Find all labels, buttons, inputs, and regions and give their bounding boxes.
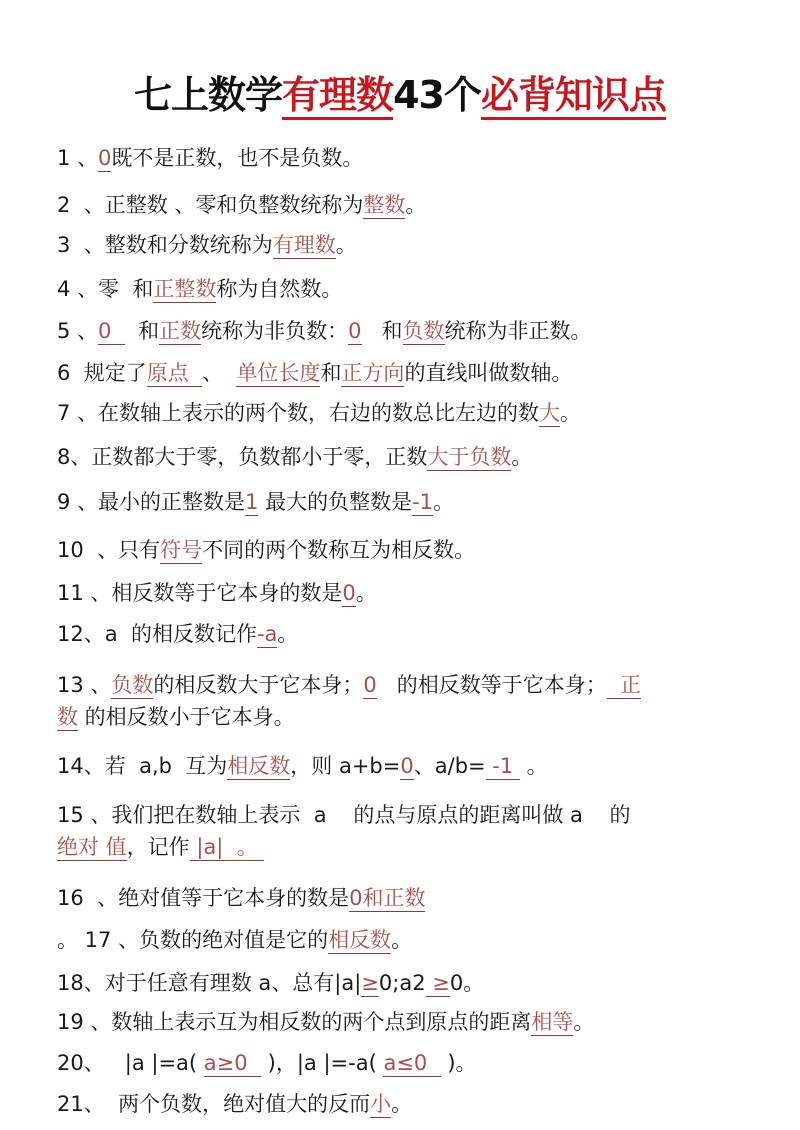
answer-blank: 0: [348, 319, 362, 343]
answer-blank: -1: [412, 490, 434, 514]
answer-blank: 负数: [402, 319, 445, 343]
list-item: [57, 488, 454, 516]
list-item: [57, 579, 377, 607]
list-item: [57, 399, 581, 427]
list-item: [57, 703, 295, 731]
answer-blank: 正数: [159, 319, 202, 343]
line-text: 0;a2: [378, 971, 426, 995]
line-text: 、a/b=: [413, 754, 486, 778]
line-text: 。: [277, 622, 299, 646]
line-text: 不同的两个数称互为相反数。: [202, 538, 476, 562]
answer-blank: 正方向: [341, 361, 405, 385]
line-text: 11 、相反数等于它本身的数是: [57, 581, 343, 605]
answer-blank: -1: [485, 754, 520, 778]
line-text: 的相反数大于它本身；: [153, 673, 364, 697]
line-text: 12、a 的相反数记作: [57, 622, 257, 646]
answer-blank: ≥: [361, 971, 379, 995]
line-text: 8、正数都大于零，负数都小于零，正数: [57, 445, 428, 469]
title-part-4: 必背知识点: [481, 73, 666, 120]
answer-blank: -a: [256, 622, 278, 646]
line-text: 14、若 a,b 互为: [57, 754, 228, 778]
answer-blank: 原点: [146, 361, 203, 385]
answer-blank: 相反数: [227, 754, 291, 778]
line-text: ，记作: [126, 835, 190, 859]
line-text: 的相反数小于它本身。: [78, 705, 295, 729]
list-item: [57, 671, 641, 699]
list-item: [57, 752, 548, 780]
answer-blank: a≥0: [203, 1051, 261, 1075]
line-text: 和: [320, 361, 342, 385]
answer-blank: 相等: [531, 1010, 574, 1034]
line-text: 。: [511, 445, 533, 469]
line-text: 4 、零 和: [57, 277, 154, 301]
line-text: 5 、: [57, 319, 99, 343]
list-item: [57, 969, 484, 997]
list-item: [57, 884, 425, 912]
title-part-1: 七上数学: [134, 73, 283, 117]
line-text: 6 规定了: [57, 361, 147, 385]
line-text: 的相反数等于它本身；: [376, 673, 607, 697]
line-text: 和: [124, 319, 160, 343]
line-text: 15 、我们把在数轴上表示 a 的点与原点的距离叫做 a 的: [57, 803, 631, 827]
line-text: 和: [361, 319, 403, 343]
list-item: [57, 231, 357, 259]
line-text: 的直线叫做数轴。: [404, 361, 573, 385]
line-text: 。: [560, 401, 582, 425]
answer-blank: 大于负数: [427, 445, 512, 469]
line-text: 称为自然数。: [216, 277, 343, 301]
line-text: 。: [335, 233, 357, 257]
line-text: 18、对于任意有理数 a、总有|a|: [57, 971, 362, 995]
list-item: [57, 801, 631, 829]
line-text: 7 、在数轴上表示的两个数，右边的数总比左边的数: [57, 401, 540, 425]
answer-blank: 0: [363, 673, 377, 697]
line-text: 3 、整数和分数统称为: [57, 233, 273, 257]
line-text: 。: [391, 1092, 413, 1116]
answer-blank: 有理数: [272, 233, 336, 257]
line-text: 21、 两个负数，绝对值大的反而: [57, 1092, 371, 1116]
line-text: 19 、数轴上表示互为相反数的两个点到原点的距离: [57, 1010, 532, 1034]
line-text: 。: [405, 193, 427, 217]
list-item: [57, 317, 592, 345]
answer-blank: 0: [98, 146, 112, 170]
list-item: [57, 359, 572, 387]
list-item: [57, 1049, 477, 1077]
list-item: [57, 926, 412, 954]
answer-blank: 绝对 值: [57, 835, 127, 859]
list-item: [57, 1090, 412, 1118]
line-text: 。: [573, 1010, 595, 1034]
answer-blank: 正: [606, 673, 642, 697]
line-text: )，|a |=-a(: [260, 1051, 384, 1075]
line-text: ，则 a+b=: [290, 754, 401, 778]
line-text: 。: [519, 754, 548, 778]
answer-blank: 0: [400, 754, 414, 778]
line-text: 16 、绝对值等于它本身的数是: [57, 886, 350, 910]
line-text: 9 、最小的正整数是: [57, 490, 246, 514]
line-text: 。: [355, 581, 377, 605]
list-item: [57, 443, 532, 471]
line-text: )。: [440, 1051, 477, 1075]
title-part-2: 有理数: [282, 73, 393, 120]
answer-blank: 单位长度: [236, 361, 321, 385]
list-item: [57, 833, 264, 861]
list-item: [57, 144, 363, 172]
answer-blank: ≥: [425, 971, 450, 995]
list-item: [57, 1008, 594, 1036]
list-item: [57, 536, 475, 564]
line-text: 、: [202, 361, 237, 385]
list-item: [57, 620, 298, 648]
line-text: 。: [391, 928, 413, 952]
answer-blank: |a| 。: [189, 835, 265, 859]
answer-blank: 小: [370, 1092, 392, 1116]
answer-blank: 相反数: [328, 928, 392, 952]
answer-blank: a≤0: [383, 1051, 441, 1075]
line-text: 最大的负整数是: [258, 490, 413, 514]
answer-blank: 正整数: [153, 277, 217, 301]
line-text: 统称为非正数。: [444, 319, 592, 343]
line-text: 13 、: [57, 673, 112, 697]
answer-blank: 大: [539, 401, 561, 425]
line-text: 既不是正数，也不是负数。: [111, 146, 364, 170]
line-text: 2 、正整数 、零和负整数统称为: [57, 193, 364, 217]
answer-blank: 1: [245, 490, 259, 514]
answer-blank: 整数: [363, 193, 406, 217]
title-part-3: 43个: [393, 73, 481, 117]
answer-blank: 0和正数: [349, 886, 426, 910]
answer-blank: 符号: [160, 538, 203, 562]
line-text: 。: [433, 490, 455, 514]
line-text: 。 17 、负数的绝对值是它的: [57, 928, 329, 952]
line-text: 1 、: [57, 146, 99, 170]
answer-blank: 负数: [111, 673, 154, 697]
page-title: [0, 64, 800, 119]
answer-blank: 数: [57, 705, 78, 729]
answer-blank: 0: [342, 581, 356, 605]
line-text: 10 、只有: [57, 538, 161, 562]
line-text: 20、 |a |=a(: [57, 1051, 204, 1075]
answer-blank: 0: [98, 319, 125, 343]
line-text: 0。: [449, 971, 485, 995]
list-item: [57, 191, 426, 219]
line-text: 统称为非负数：: [201, 319, 349, 343]
list-item: [57, 275, 342, 303]
